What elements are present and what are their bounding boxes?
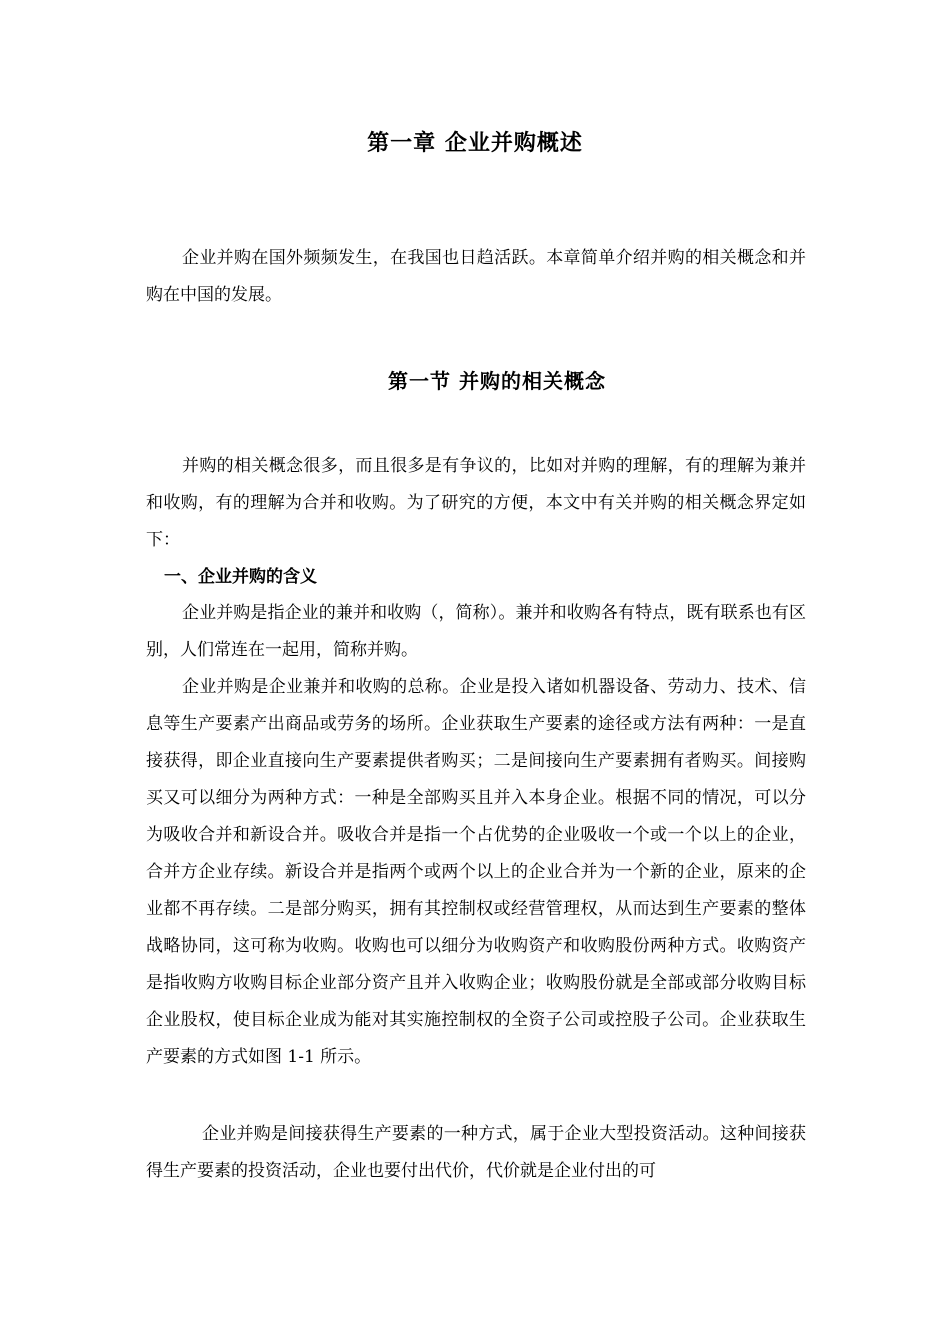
- section-paragraph-3: 企业并购是企业兼并和收购的总称。企业是投入诸如机器设备、劳动力、技术、信息等生产要素产出商品或劳务的场所。企业获取生产要素的途径或方法有两种：一是直接获得，即企业直接向生产要素提供者购买；二是间接向生产要素拥有者购买。间接购买又可以细分为两种方式：一种是全部购买且并入本身企业。根据不同的情况，可以分为吸收合并和新设合并。吸收合并是指一个占优势的企业吸收一个或一个以上的企业，合并方企业存续。新设合并是指两个或两个以上的企业合并为一个新的企业，原来的企业都不再存续。二是部分购买，拥有其控制权或经营管理权，从而达到生产要素的整体战略协同，这可称为收购。收购也可以细分为收购资产和收购股份两种方式。收购资产是指收购方收购目标企业部分资产且并入收购企业；收购股份就是全部或部分收购目标企业股权，使目标企业成为能对其实施控制权的全资子公司或控股子公司。企业获取生产要素的方式如图 1-1 所示。: [146, 677, 806, 1067]
- section-title: 第一节 并购的相关概念: [388, 369, 606, 393]
- section-paragraph-4: 企业并购是间接获得生产要素的一种方式，属于企业大型投资活动。这种间接获得生产要素的投资活动，企业也要付出代价，代价就是企业付出的可: [146, 1124, 806, 1181]
- subheading-definition: 一、企业并购的含义: [164, 567, 317, 587]
- intro-paragraph: 企业并购在国外频频发生，在我国也日趋活跃。本章简单介绍并购的相关概念和并购在中国的发展。: [146, 248, 806, 305]
- section-paragraph-1: 并购的相关概念很多，而且很多是有争议的，比如对并购的理解，有的理解为兼并和收购，有的理解为合并和收购。为了研究的方便，本文中有关并购的相关概念界定如下：: [146, 456, 806, 550]
- chapter-title: 第一章 企业并购概述: [367, 130, 583, 156]
- section-paragraph-2: 企业并购是指企业的兼并和收购（，简称）。兼并和收购各有特点，既有联系也有区别，人们常连在一起用，简称并购。: [146, 603, 806, 660]
